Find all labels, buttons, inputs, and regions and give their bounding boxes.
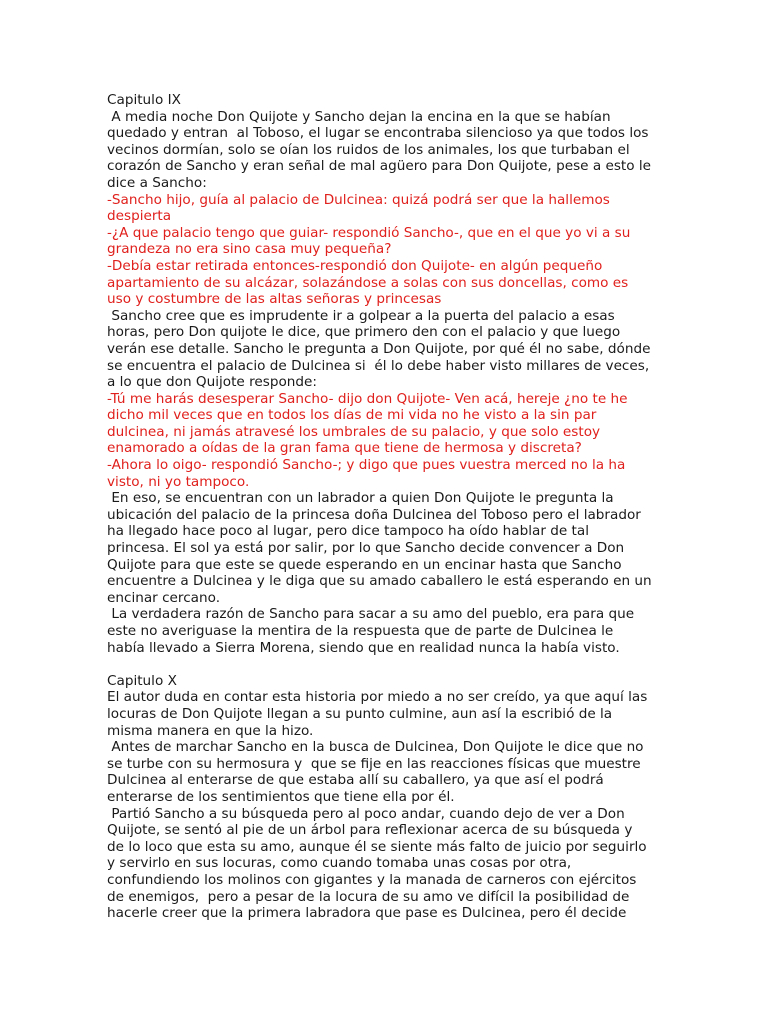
chapter-heading: Capitulo X	[107, 672, 177, 689]
text-line: horas, pero Don quijote le dice, que primero den con el palacio y que luego	[107, 324, 621, 341]
text-line: Partió Sancho a su búsqueda pero al poco andar, cuando dejo de ver a Don	[107, 805, 625, 822]
document-body	[107, 92, 677, 922]
text-line: se turbe con su hermosura y que se fije en las reacciones físicas que muestre	[107, 755, 641, 772]
text-line: Antes de marchar Sancho en la busca de Dulcinea, Don Quijote le dice que no	[107, 739, 644, 756]
dialogue-line: grandeza no era sino casa muy pequeña?	[107, 241, 392, 258]
dialogue-line: despierta	[107, 208, 172, 225]
dialogue-line: dicho mil veces que en todos los días de mi vida no he visto a la sin par	[107, 407, 597, 424]
dialogue-line: visto, ni yo tampoco.	[107, 473, 250, 490]
text-line: este no averiguase la mentira de la respuesta que de parte de Dulcinea le	[107, 623, 614, 639]
text-line: había llevado a Sierra Morena, siendo que en realidad nunca la había visto.	[107, 639, 620, 656]
text-line: hacerle creer que la primera labradora que pase es Dulcinea, pero él decide	[107, 905, 627, 922]
text-line: a lo que don Quijote responde:	[107, 374, 317, 391]
paragraph-spacer	[107, 656, 677, 673]
text-line: En eso, se encuentran con un labrador a quien Don Quijote le pregunta la	[107, 490, 614, 507]
text-line: Dulcinea al enterarse de que estaba allí su caballero, ya que así el podrá	[107, 772, 604, 789]
text-line: encuentre a Dulcinea y le diga que su amado caballero le está esperando en un	[107, 573, 652, 590]
text-line: corazón de Sancho y eran señal de mal agüero para Don Quijote, pese a esto le	[107, 158, 652, 175]
text-line: A media noche Don Quijote y Sancho dejan la encina en la que se habían	[107, 108, 611, 125]
dialogue-line: -Ahora lo oigo- respondió Sancho-; y digo que pues vuestra merced no la ha	[107, 457, 626, 474]
text-line: verán ese detalle. Sancho le pregunta a Don Quijote, por qué él no sabe, dónde	[107, 340, 651, 357]
text-line: La verdadera razón de Sancho para sacar a su amo del pueblo, era para que	[107, 606, 635, 623]
text-line: vecinos dormían, solo se oían los ruidos de los animales, los que turbaban el	[107, 141, 630, 158]
text-line: El autor duda en contar esta historia por miedo a no ser creído, ya que aquí las	[107, 689, 648, 706]
text-line: quedado y entran al Toboso, el lugar se encontraba silencioso ya que todos los	[107, 125, 649, 142]
dialogue-line: -¿A que palacio tengo que guiar- respondió Sancho-, que en el que yo vi a su	[107, 224, 631, 241]
text-line: locuras de Don Quijote llegan a su punto culmine, aun así la escribió de la	[107, 705, 613, 722]
chapter-9-text	[107, 109, 677, 657]
text-line: de lo loco que esta su amo, aunque él se siente más falto de juicio por seguirlo	[107, 838, 647, 855]
text-line: Quijote, se sentó al pie de un árbol para reflexionar acerca de su búsqueda y	[107, 822, 633, 839]
text-line: de enemigos, pero a pesar de la locura de su amo ve difícil la posibilidad de	[107, 888, 630, 905]
text-line: Quijote para que este se quede esperando en un encinar hasta que Sancho	[107, 556, 622, 573]
dialogue-line: -Sancho hijo, guía al palacio de Dulcinea: quizá podrá ser que la hallemos	[107, 191, 610, 208]
dialogue-line: -Debía estar retirada entonces-respondió don Quijote- en algún pequeño	[107, 257, 603, 274]
dialogue-line: -Tú me harás desesperar Sancho- dijo don Quijote- Ven acá, hereje ¿no te he	[107, 390, 628, 407]
text-line: ha llegado hace poco al lugar, pero dice tampoco ha oído hablar de tal	[107, 523, 589, 540]
text-line: princesa. El sol ya está por salir, por lo que Sancho decide convencer a Don	[107, 540, 625, 557]
text-line: ubicación del palacio de la princesa doña Dulcinea del Toboso pero el labrador	[107, 506, 641, 523]
dialogue-line: dulcinea, ni jamás atravesé los umbrales de su palacio, y que solo estoy	[107, 423, 601, 440]
text-line: dice a Sancho:	[107, 174, 207, 191]
text-line: se encuentra el palacio de Dulcinea si él lo debe haber visto millares de veces,	[107, 357, 650, 374]
text-line: encinar cercano.	[107, 589, 221, 606]
text-line: misma manera en que la hizo.	[107, 722, 314, 739]
chapter-10-text	[107, 689, 677, 921]
text-line: Sancho cree que es imprudente ir a golpear a la puerta del palacio a esas	[107, 307, 615, 324]
text-line: y servirlo en sus locuras, como cuando tomaba unas cosas por otra,	[107, 855, 572, 872]
chapter-heading: Capitulo IX	[107, 92, 181, 108]
dialogue-line: apartamiento de su alcázar, solazándose a solas con sus doncellas, como es	[107, 274, 629, 291]
text-line: confundiendo los molinos con gigantes y la manada de carneros con ejércitos	[107, 871, 637, 888]
dialogue-line: enamorado a oídas de la gran fama que tiene de hermosa y discreta?	[107, 440, 582, 457]
dialogue-line: uso y costumbre de las altas señoras y princesas	[107, 291, 442, 308]
text-line: enterarse de los sentimientos que tiene ella por él.	[107, 788, 455, 805]
